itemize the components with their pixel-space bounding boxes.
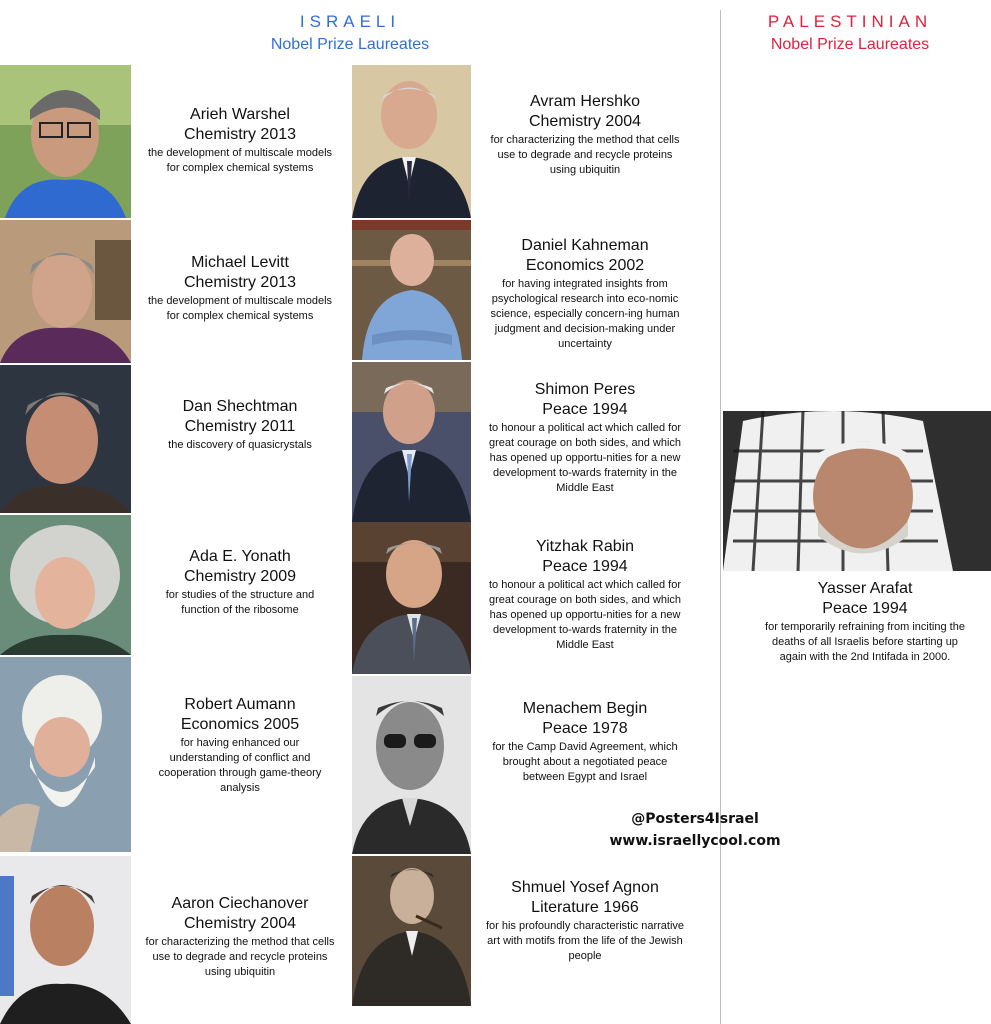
palestinian-header-title: PALESTINIAN [767, 12, 933, 31]
laureate-description: for characterizing the method that cells use to degrade and recycle proteins using ubiquitin [490, 134, 680, 176]
portrait-levitt [0, 220, 131, 363]
laureate-prize: Chemistry 2004 [183, 915, 297, 932]
laureate-description: the discovery of quasicrystals [168, 439, 312, 451]
israeli-header-subtitle: Nobel Prize Laureates [270, 36, 430, 53]
portrait-kahneman [352, 220, 471, 360]
laureate-card [485, 878, 685, 964]
laureate-name: Menachem Begin [522, 700, 648, 717]
palestinian-header [735, 12, 965, 54]
laureate-card [145, 105, 335, 176]
laureate-card-palestinian [765, 579, 965, 665]
laureate-description: for having enhanced our understanding of conflict and cooperation through game-theory analysis [158, 737, 322, 794]
portrait-shechtman [0, 365, 131, 513]
laureate-name: Aaron Ciechanover [171, 895, 309, 912]
laureate-card [485, 380, 685, 496]
portrait-ciechanover [0, 856, 131, 1024]
laureate-prize: Chemistry 2011 [184, 418, 296, 435]
laureate-card [485, 699, 685, 785]
laureate-card [145, 547, 335, 618]
laureate-prize: Chemistry 2004 [528, 113, 642, 130]
portrait-peres [352, 362, 471, 522]
portrait-rabin [352, 522, 471, 674]
laureate-prize: Peace 1994 [822, 600, 908, 617]
laureate-name: Arieh Warshel [190, 106, 290, 123]
laureate-name: Michael Levitt [191, 254, 289, 271]
portrait-arafat [723, 411, 991, 571]
twitter-handle: @Posters4Israel [631, 811, 759, 827]
portrait-begin [352, 676, 471, 854]
laureate-prize: Economics 2002 [525, 257, 645, 274]
laureate-name: Robert Aumann [184, 696, 296, 713]
credits [600, 808, 790, 852]
israeli-header-title: ISRAELI [299, 12, 401, 31]
laureate-prize: Peace 1978 [542, 720, 628, 737]
portrait-yonath [0, 515, 131, 655]
laureate-description: for the Camp David Agreement, which brought about a negotiated peace between Egypt and Israel [492, 741, 678, 783]
laureate-name: Shimon Peres [534, 381, 636, 398]
laureate-prize: Literature 1966 [531, 899, 639, 916]
laureate-description: for studies of the structure and function of the ribosome [165, 589, 315, 616]
laureate-description: to honour a political act which called for great courage on both sides, and which has opened up opportu-nities for a new development to-wards fraternity in the Middle East [488, 422, 682, 494]
laureate-card [145, 397, 335, 453]
laureate-card [485, 537, 685, 653]
israeli-header [230, 12, 470, 54]
laureate-prize: Peace 1994 [542, 401, 628, 418]
laureate-name: Dan Shechtman [182, 398, 298, 415]
laureate-description: for having integrated insights from psychological research into eco-nomic science, especially concern-ing human judgment and decision-making under uncertainty [490, 278, 680, 350]
laureate-description: to honour a political act which called for great courage on both sides, and which has opened up opportu-nities for a new development to-wards fraternity in the Middle East [488, 579, 682, 651]
laureate-description: for temporarily refraining from inciting the deaths of all Israelis before starting up again with the 2nd Intifada in 2000. [765, 621, 965, 663]
portrait-aumann [0, 657, 131, 852]
portrait-agnon [352, 856, 471, 1006]
palestinian-header-subtitle: Nobel Prize Laureates [770, 36, 930, 53]
laureate-card [145, 253, 335, 324]
laureate-description: the development of multiscale models for complex chemical systems [147, 295, 333, 322]
laureate-name: Yasser Arafat [817, 580, 913, 597]
laureate-name: Avram Hershko [530, 93, 640, 110]
laureate-description: for his profoundly characteristic narrative art with motifs from the life of the Jewish people [485, 920, 685, 962]
portrait-warshel [0, 65, 131, 218]
laureate-card [485, 92, 685, 178]
portrait-hershko [352, 65, 471, 218]
laureate-prize: Economics 2005 [180, 716, 300, 733]
laureate-name: Yitzhak Rabin [535, 538, 635, 555]
laureate-name: Daniel Kahneman [521, 237, 649, 254]
laureate-card [145, 894, 335, 980]
column-divider [720, 10, 721, 1024]
laureate-prize: Chemistry 2013 [183, 274, 297, 291]
laureate-description: for characterizing the method that cells use to degrade and recycle proteins using ubiquitin [145, 936, 335, 978]
laureate-prize: Peace 1994 [542, 558, 628, 575]
laureate-prize: Chemistry 2013 [183, 126, 297, 143]
laureate-name: Ada E. Yonath [189, 548, 291, 565]
laureate-prize: Chemistry 2009 [183, 568, 297, 585]
website-url: www.israellycool.com [609, 833, 781, 849]
laureate-card [145, 695, 335, 796]
laureate-card [485, 236, 685, 352]
laureate-description: the development of multiscale models for complex chemical systems [147, 147, 333, 174]
laureate-name: Shmuel Yosef Agnon [511, 879, 659, 896]
